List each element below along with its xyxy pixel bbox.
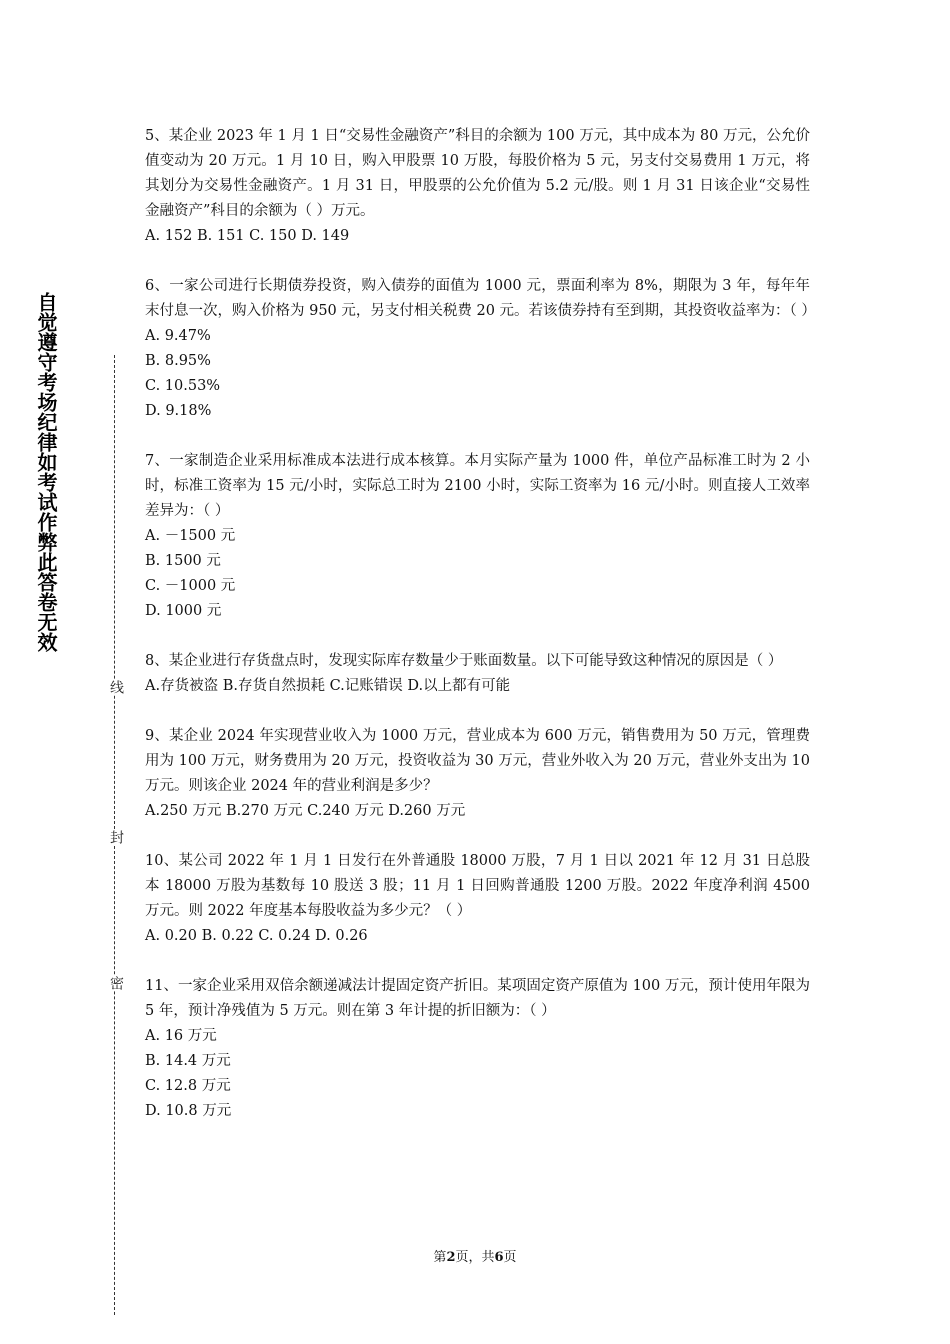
question-stem: 10、某公司 2022 年 1 月 1 日发行在外普通股 18000 万股，7 月 1 日以 2021 年 12 月 31 日总股本 18000 万股为基数每 10 股送 3 股；11 月 1 日回购普通股 1200 万股。2022 年度净利润 4500 万元。则 2022 年度基本每股收益为多少元？（ ） — [145, 853, 810, 919]
question-options: A.250 万元 B.270 万元 C.240 万元 D.260 万元 — [145, 803, 466, 819]
option-a: A. 9.47% — [145, 328, 211, 344]
question-stem: 8、某企业进行存货盘点时，发现实际库存数量少于账面数量。以下可能导致这种情况的原因是（ ） — [145, 653, 783, 669]
question-8 — [145, 649, 810, 699]
total-page-number: 6 — [494, 1250, 504, 1265]
question-9 — [145, 724, 810, 824]
question-5 — [145, 124, 810, 249]
current-page-number: 2 — [446, 1250, 456, 1265]
question-list — [145, 124, 816, 1149]
question-6 — [145, 274, 816, 424]
question-options: A.存货被盗 B.存货自然损耗 C.记账错误 D.以上都有可能 — [145, 678, 511, 694]
option-b: B. 14.4 万元 — [145, 1053, 231, 1069]
option-a: A. －1500 元 — [145, 528, 236, 544]
question-options: A. 152 B. 151 C. 150 D. 149 — [145, 228, 350, 244]
footer-prefix: 第 — [433, 1250, 447, 1265]
question-stem: 9、某企业 2024 年实现营业收入为 1000 万元，营业成本为 600 万元，销售费用为 50 万元，管理费用为 100 万元，财务费用为 20 万元，投资收益为 30 万元，营业外收入为 20 万元，营业外支出为 10 万元。则该企业 2024 年的营业利润是多少？ — [145, 728, 810, 794]
question-7 — [145, 449, 810, 624]
seal-label-line: 线 — [108, 680, 124, 694]
question-options: A. 0.20 B. 0.22 C. 0.24 D. 0.26 — [145, 928, 368, 944]
option-c: C. 12.8 万元 — [145, 1078, 231, 1094]
option-d: D. 9.18% — [145, 403, 212, 419]
question-10 — [145, 849, 810, 949]
option-d: D. 1000 元 — [145, 603, 222, 619]
question-11 — [145, 974, 810, 1124]
question-stem: 6、一家公司进行长期债券投资，购入债券的面值为 1000 元，票面利率为 8%，期限为 3 年，每年年末付息一次，购入价格为 950 元，另支付相关税费 20 元。若该债券持有至到期，其投资收益率为：（ ） — [145, 278, 816, 319]
seal-label-secret: 密 — [108, 976, 124, 990]
question-stem: 11、一家企业采用双倍余额递减法计提固定资产折旧。某项固定资产原值为 100 万元，预计使用年限为 5 年，预计净残值为 5 万元。则在第 3 年计提的折旧额为：（ ） — [145, 978, 810, 1019]
footer-middle: 页，共 — [455, 1250, 495, 1265]
question-stem: 7、一家制造企业采用标准成本法进行成本核算。本月实际产量为 1000 件，单位产品标准工时为 2 小时，标准工资率为 15 元/小时，实际总工时为 2100 小时，实际工资率为 16 元/小时。则直接人工效率差异为：（ ） — [145, 453, 810, 519]
page-footer — [0, 1246, 950, 1265]
footer-suffix: 页 — [503, 1250, 517, 1265]
option-b: B. 1500 元 — [145, 553, 221, 569]
option-a: A. 16 万元 — [145, 1028, 217, 1044]
option-c: C. 10.53% — [145, 378, 221, 394]
exam-discipline-note: 自觉遵守考场纪律如考试作弊此答卷无效 — [34, 292, 58, 652]
option-b: B. 8.95% — [145, 353, 211, 369]
seal-label-seal: 封 — [108, 830, 124, 844]
question-stem: 5、某企业 2023 年 1 月 1 日“交易性金融资产”科目的余额为 100 万元，其中成本为 80 万元，公允价值变动为 20 万元。1 月 10 日，购入甲股票 10 万股，每股价格为 5 元，另支付交易费用 1 万元，将其划分为交易性金融资产。1 月 31 日，甲股票的公允价值为 5.2 元/股。则 1 月 31 日该企业“交易性金融资产”科目的余额为（ ）万元。 — [145, 128, 810, 219]
option-d: D. 10.8 万元 — [145, 1103, 232, 1119]
option-c: C. －1000 元 — [145, 578, 236, 594]
